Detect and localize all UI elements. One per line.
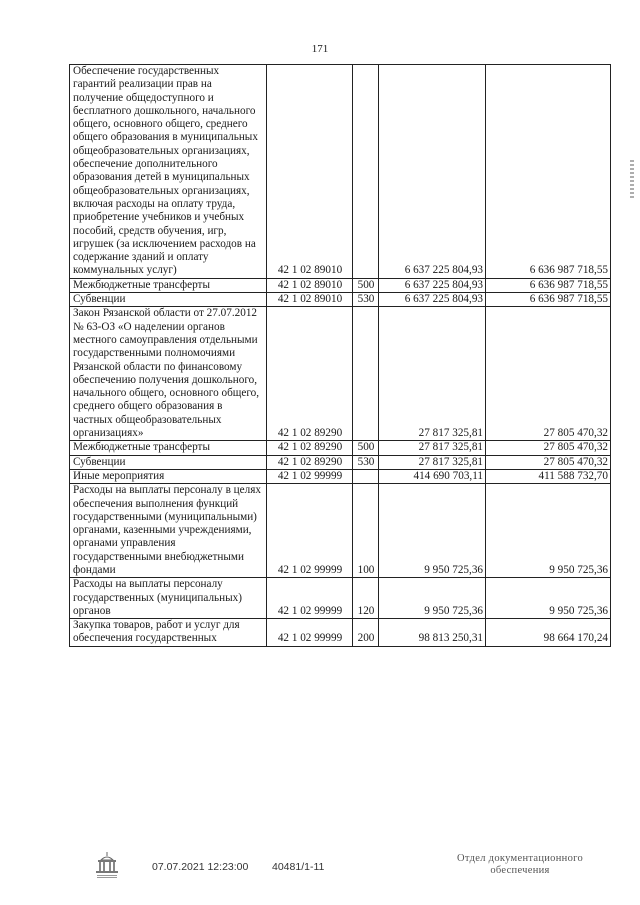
row-code: 42 1 02 89010 <box>267 278 353 292</box>
row-type: 530 <box>353 293 379 307</box>
row-code: 42 1 02 89290 <box>267 307 353 441</box>
footer-reg-number: 40481/1-11 <box>272 861 325 873</box>
row-year1: 27 817 325,81 <box>379 455 486 469</box>
row-name: Расходы на выплаты персоналу в целях обеспечения выполнения функций государственными (муниципальными) органами, казенными учреждениями, органами управления государственными внебюджетными фондами <box>70 484 267 578</box>
table-row <box>70 441 611 455</box>
row-year2: 6 636 987 718,55 <box>486 278 611 292</box>
row-year2: 27 805 470,32 <box>486 307 611 441</box>
row-code: 42 1 02 89290 <box>267 455 353 469</box>
table-row <box>70 307 611 441</box>
page-number: 171 <box>311 43 329 55</box>
row-year1: 9 950 725,36 <box>379 484 486 578</box>
row-type: 120 <box>353 578 379 619</box>
row-name: Межбюджетные трансферты <box>70 441 267 455</box>
row-name: Иные мероприятия <box>70 469 267 483</box>
row-type: 530 <box>353 455 379 469</box>
row-name: Обеспечение государственных гарантий реализации прав на получение общедоступного и бесплатного дошкольного, начального общего, основного общего, среднего общего образования в муниципальных общеобразовательных организациях, обеспечение дополнительного образования детей в муниципальных общеобразовательных организациях, включая расходы на оплату труда, приобретение учебников и учебных пособий, средств обучения, игр, игрушек (за исключением расходов на содержание зданий и оплату коммунальных услуг) <box>70 65 267 279</box>
row-name: Закупка товаров, работ и услуг для обеспечения государственных <box>70 619 267 647</box>
row-type: 100 <box>353 484 379 578</box>
row-year2: 9 950 725,36 <box>486 484 611 578</box>
stamp-line: обеспечения <box>490 865 550 876</box>
table-row <box>70 455 611 469</box>
row-year2: 27 805 470,32 <box>486 441 611 455</box>
row-type <box>353 307 379 441</box>
row-type: 200 <box>353 619 379 647</box>
table-row <box>70 278 611 292</box>
table-row <box>70 619 611 647</box>
duma-building-icon <box>94 850 120 880</box>
budget-table <box>69 64 611 647</box>
row-name: Расходы на выплаты персоналу государственных (муниципальных) органов <box>70 578 267 619</box>
row-code: 42 1 02 89290 <box>267 441 353 455</box>
row-year2: 6 636 987 718,55 <box>486 65 611 279</box>
row-code: 42 1 02 99999 <box>267 469 353 483</box>
row-year1: 9 950 725,36 <box>379 578 486 619</box>
row-year1: 6 637 225 804,93 <box>379 278 486 292</box>
stamp-line: Отдел документационного <box>456 853 584 864</box>
row-year2: 411 588 732,70 <box>486 469 611 483</box>
document-footer <box>0 846 640 905</box>
row-year2: 9 950 725,36 <box>486 578 611 619</box>
footer-datetime: 07.07.2021 12:23:00 <box>152 861 249 873</box>
department-stamp <box>445 853 595 877</box>
row-year2: 6 636 987 718,55 <box>486 293 611 307</box>
row-name: Межбюджетные трансферты <box>70 278 267 292</box>
row-name: Субвенции <box>70 293 267 307</box>
row-type: 500 <box>353 441 379 455</box>
row-code: 42 1 02 99999 <box>267 619 353 647</box>
row-type: 500 <box>353 278 379 292</box>
scan-mark <box>630 160 634 200</box>
row-year1: 98 813 250,31 <box>379 619 486 647</box>
row-type <box>353 469 379 483</box>
row-code: 42 1 02 99999 <box>267 578 353 619</box>
table-row <box>70 293 611 307</box>
row-year1: 27 817 325,81 <box>379 307 486 441</box>
row-year2: 98 664 170,24 <box>486 619 611 647</box>
table-row <box>70 469 611 483</box>
table-row <box>70 578 611 619</box>
row-year1: 6 637 225 804,93 <box>379 293 486 307</box>
table-row <box>70 65 611 279</box>
row-code: 42 1 02 89010 <box>267 65 353 279</box>
row-name: Закон Рязанской области от 27.07.2012 № 63-ОЗ «О наделении органов местного самоуправления отдельными государственными полномочиями Рязанской области по финансовому обеспечению получения дошкольного, начального общего, основного общего, среднего общего образования в частных общеобразовательных организациях» <box>70 307 267 441</box>
table-row <box>70 484 611 578</box>
row-code: 42 1 02 99999 <box>267 484 353 578</box>
row-year2: 27 805 470,32 <box>486 455 611 469</box>
row-code: 42 1 02 89010 <box>267 293 353 307</box>
row-year1: 414 690 703,11 <box>379 469 486 483</box>
row-type <box>353 65 379 279</box>
row-year1: 6 637 225 804,93 <box>379 65 486 279</box>
row-year1: 27 817 325,81 <box>379 441 486 455</box>
row-name: Субвенции <box>70 455 267 469</box>
